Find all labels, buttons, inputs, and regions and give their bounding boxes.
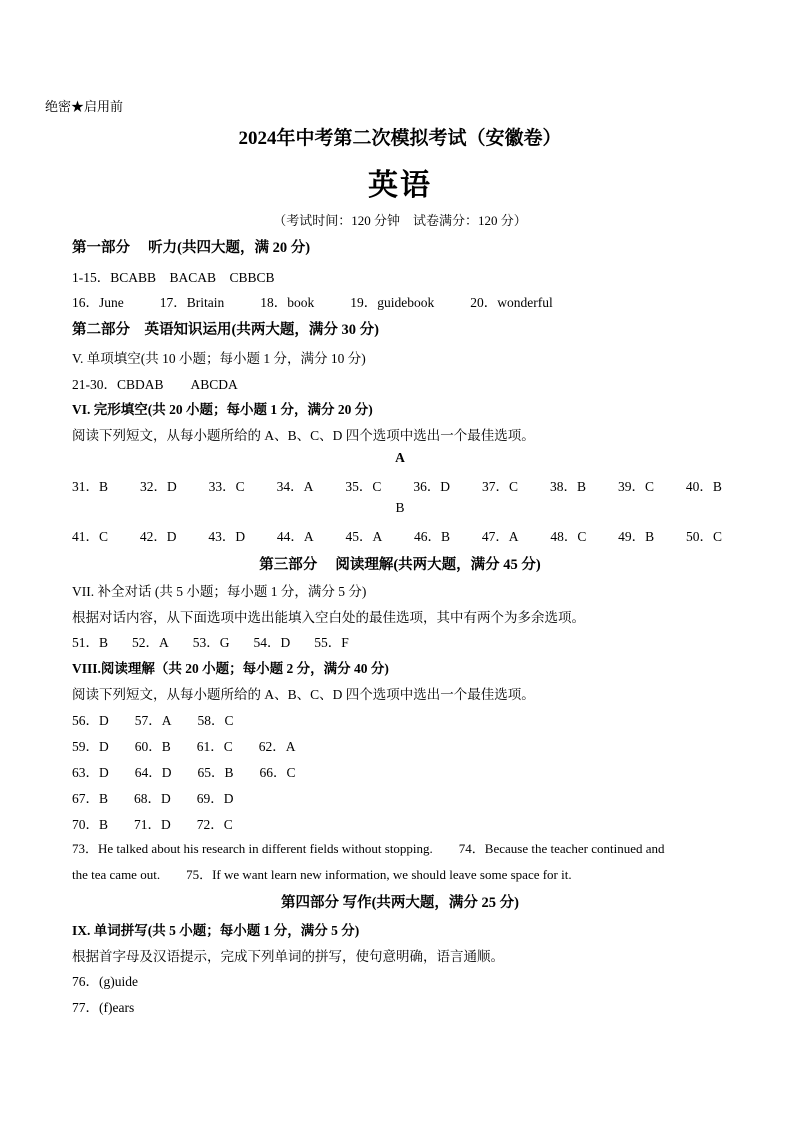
- answer-item: 50．C: [685, 529, 722, 544]
- answer-item: 18．book: [260, 295, 315, 310]
- answer-item: 70．B: [72, 817, 109, 832]
- answer-item: 32．D: [139, 479, 177, 494]
- passage-a-label: A: [395, 450, 405, 465]
- answer-item: 53．G: [192, 635, 230, 650]
- answer-item: 58．C: [197, 713, 234, 728]
- answer-item: 54．D: [253, 635, 291, 650]
- answer-73-74-line: 73．He talked about his research in different fields without stopping. 74．Because the teacher continued and: [72, 841, 665, 856]
- answer-item: 44．A: [276, 529, 314, 544]
- passage-a-answers: [72, 475, 722, 495]
- answer-item: 67．B: [72, 791, 109, 806]
- passage-b-label: B: [395, 500, 405, 515]
- answer-item: 57．A: [134, 713, 172, 728]
- section5-title: V. 单项填空(共 10 小题；每小题 1 分，满分 10 分): [72, 351, 366, 366]
- answer-item: 59．D: [72, 739, 109, 754]
- part1-heading: 第一部分 听力(共四大题，满 20 分): [72, 240, 311, 256]
- answer-item: 43．D: [208, 529, 246, 544]
- passage-b-answers: [72, 525, 722, 545]
- answer-item: 77．(f)ears: [72, 1000, 135, 1015]
- section8-answers-row: [72, 787, 252, 807]
- section8-instruction: 阅读下列短文，从每小题所给的 A、B、C、D 四个选项中选出一个最佳选项。: [72, 687, 535, 702]
- answer-item: 46．B: [414, 529, 451, 544]
- answer-item: 63．D: [72, 765, 109, 780]
- section6-title: VI. 完形填空(共 20 小题；每小题 1 分，满分 20 分): [72, 402, 373, 417]
- exam-title: 2024年中考第二次模拟考试（安徽卷）: [238, 128, 562, 149]
- answer-item: 38．B: [549, 479, 586, 494]
- answer-item: 71．D: [134, 817, 171, 832]
- answer-item: 52．A: [132, 635, 169, 650]
- answer-item: 40．B: [685, 479, 722, 494]
- answer-item: 45．A: [345, 529, 383, 544]
- section8-title: VIII.阅读理解（共 20 小题；每小题 2 分，满分 40 分): [72, 661, 389, 676]
- section9-instruction: 根据首字母及汉语提示，完成下列单词的拼写，使句意明确，语言通顺。: [72, 949, 504, 964]
- answer-item: 48．C: [550, 529, 587, 544]
- answer-item: 35．C: [345, 479, 382, 494]
- answer-item: 76．(g)uide: [72, 974, 138, 989]
- answer-item: 56．D: [72, 713, 109, 728]
- part1-answers-16-20: [72, 291, 571, 311]
- section8-answers-row: [72, 735, 314, 755]
- section7-title: VII. 补全对话 (共 5 小题；每小题 1 分，满分 5 分): [72, 584, 367, 599]
- answer-item: 47．A: [481, 529, 519, 544]
- answer-item: 61．C: [196, 739, 233, 754]
- answer-74-75-line: the tea came out. 75．If we want learn new information, we should leave some space for it.: [72, 867, 572, 882]
- answer-item: 16．June: [72, 295, 124, 310]
- answer-item: 31．B: [72, 479, 109, 494]
- answer-item: 60．B: [134, 739, 171, 754]
- answer-item: 36．D: [413, 479, 451, 494]
- answer-item: 34．A: [276, 479, 314, 494]
- answer-item: 62．A: [258, 739, 296, 754]
- answer-item: 68．D: [134, 791, 171, 806]
- answer-item: 72．C: [196, 817, 233, 832]
- answer-item: 55．F: [314, 635, 349, 650]
- part1-answers-1-15: 1-15．BCABB BACAB CBBCB: [72, 270, 275, 285]
- section8-answers-row: [72, 813, 251, 833]
- answer-item: 49．B: [618, 529, 655, 544]
- answer-item: 69．D: [196, 791, 234, 806]
- answer-item: 37．C: [482, 479, 519, 494]
- answer-item: 41．C: [72, 529, 109, 544]
- answer-item: 17．Britain: [159, 295, 225, 310]
- section9-title: IX. 单词拼写(共 5 小题；每小题 1 分，满分 5 分): [72, 923, 360, 938]
- section8-answers-row: [72, 709, 252, 729]
- answer-item: 33．C: [208, 479, 245, 494]
- answer-item: 66．C: [259, 765, 296, 780]
- answer-item: 20．wonderful: [470, 295, 553, 310]
- section8-answers-row: [72, 761, 314, 781]
- part3-heading: 第三部分 阅读理解(共两大题，满分 45 分): [259, 557, 541, 573]
- section6-instruction: 阅读下列短文，从每小题所给的 A、B、C、D 四个选项中选出一个最佳选项。: [72, 428, 535, 443]
- confidential-label: 绝密★启用前: [45, 99, 124, 114]
- part2-heading: 第二部分 英语知识运用(共两大题，满分 30 分): [72, 322, 379, 338]
- section7-instruction: 根据对话内容，从下面选项中选出能填入空白处的最佳选项，其中有两个为多余选项。: [72, 610, 585, 625]
- section5-answers: 21-30．CBDAB ABCDA: [72, 377, 238, 392]
- answer-item: 64．D: [134, 765, 172, 780]
- answer-item: 39．C: [617, 479, 654, 494]
- answer-item: 42．D: [139, 529, 177, 544]
- answer-item: 51．B: [72, 635, 109, 650]
- part4-heading: 第四部分 写作(共两大题，满分 25 分): [280, 895, 520, 911]
- exam-info: （考试时间：120 分钟 试卷满分：120 分）: [273, 213, 527, 228]
- answer-item: 19．guidebook: [350, 295, 435, 310]
- answer-item: 65．B: [197, 765, 234, 780]
- section7-answers: [72, 631, 367, 651]
- subject-title: 英语: [368, 169, 432, 202]
